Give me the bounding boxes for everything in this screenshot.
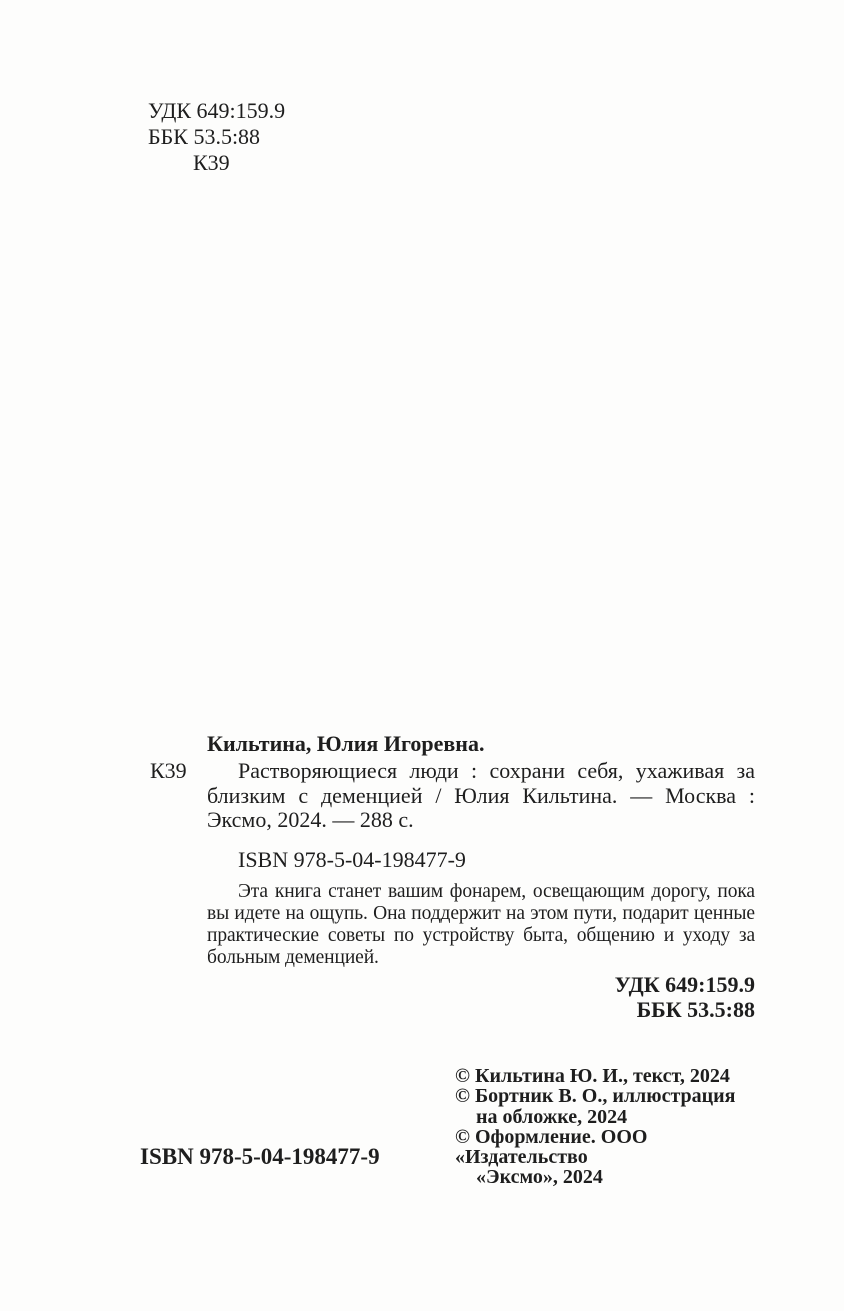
copyright-line-continuation: «Эксмо», 2024 [476, 1166, 603, 1189]
author-sign-code: К39 [193, 150, 230, 175]
bbk-line: ББК 53.5:88 [148, 124, 261, 149]
udk-right-line: УДК 649:159.9 [614, 972, 755, 997]
classification-block [148, 98, 285, 176]
udk-line: УДК 649:159.9 [148, 98, 286, 123]
catalog-card-description: Растворяющиеся люди : сохрани себя, ухаживая за близким с деменцией / Юлия Кильтина. — Москва : Эксмо, 2024. — 288 с. [207, 758, 755, 832]
footer-isbn: ISBN 978-5-04-198477-9 [140, 1144, 380, 1169]
catalog-card-author: Кильтина, Юлия Игоревна. [207, 731, 485, 756]
catalog-card-code: К39 [150, 758, 187, 783]
bbk-right-line: ББК 53.5:88 [636, 997, 755, 1022]
annotation-text: Эта книга станет вашим фонарем, освещающим дорогу, пока вы идете на ощупь. Она поддержит на этом пути, подарит ценные практические советы по устройству быта, общению и уходу за больным деменцией. [207, 881, 755, 968]
copyright-line-continuation: на обложке, 2024 [476, 1105, 628, 1128]
classification-right-block [455, 972, 755, 1022]
copyright-line: © Бортник В. О., иллюстрация [455, 1085, 736, 1108]
copyright-line: © Кильтина Ю. И., текст, 2024 [455, 1065, 730, 1087]
catalog-card-isbn: ISBN 978-5-04-198477-9 [238, 847, 466, 872]
copyright-line: © Оформление. ООО «Издательство [455, 1125, 648, 1169]
copyright-block [455, 1066, 767, 1188]
